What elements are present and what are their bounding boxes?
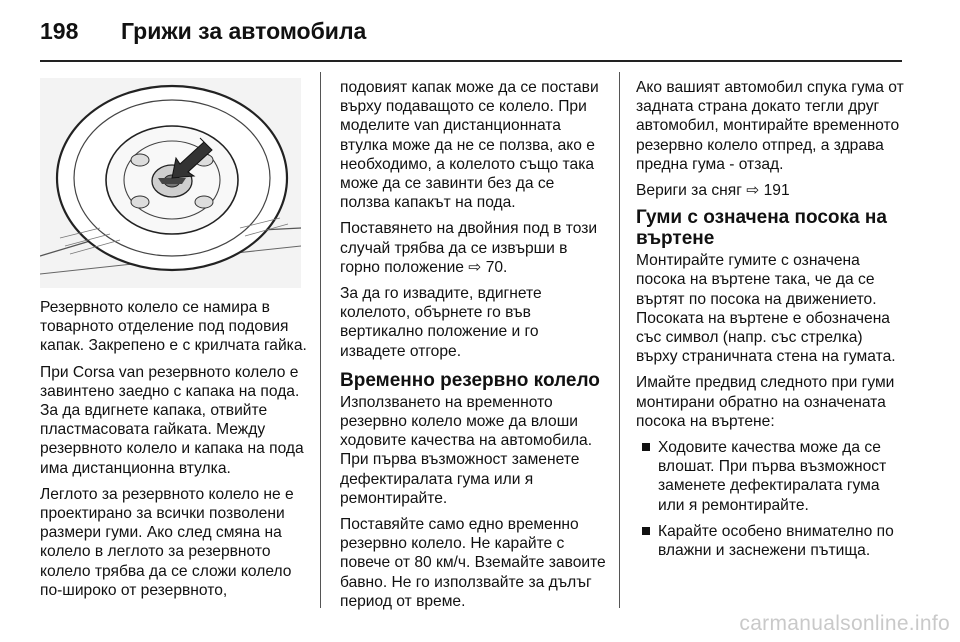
list-item	[636, 438, 906, 515]
paragraph-text: Поставянето на двойния под в този случай трябва да се извърши в горно положение	[340, 220, 598, 276]
text-column-3	[636, 78, 906, 567]
paragraph: подовият капак може да се постави върху подаващото се колело. При моделите van дистанционната втулка може да не се ползва, ако е необходимо, а колелото също така може да се завинти без да се ползва капакът на пода.	[340, 79, 599, 212]
page-number: 198	[40, 18, 79, 44]
bullet-icon	[642, 443, 650, 451]
paragraph: Леглото за резервното колело не е проектирано за всички позволени размери гуми. Ако след смяна на колело в леглото за резервното колело трябва да се сложи колело по-широко от резервното,	[40, 485, 294, 599]
bullet-list	[636, 438, 906, 560]
section-heading: Временно резервно колело	[340, 369, 600, 391]
paragraph-text: Вериги за сняг	[636, 182, 747, 200]
bullet-icon	[642, 527, 650, 535]
text-column-2	[340, 78, 608, 618]
page-reference[interactable]: 191	[763, 182, 790, 200]
header-rule	[40, 60, 902, 62]
list-item	[636, 522, 906, 560]
paragraph: Резервното колело се намира в товарното отделение под подовия капак. Закрепено е с крилчата гайка.	[40, 299, 307, 355]
paragraph: Имайте предвид следното при гуми монтирани обратно на означената посока на въртене:	[636, 374, 895, 430]
section-heading: Гуми с означена посока на въртене	[636, 207, 887, 250]
paragraph: При Corsa van резервното колело е завинтено заедно с капака на пода. За да вдигнете капака, отвийте пластмасовата гайката. Между резервното колело и капака на пода има дистанционна втулка.	[40, 363, 304, 477]
paragraph: Ако вашият автомобил спука гума от задната страна докато тегли друг автомобил, монтирайте временното резервно колело отпред, а здрава предна гума - отзад.	[636, 79, 904, 173]
paragraph: За да го извадите, вдигнете колелото, обърнете го във вертикално положение и го извадете отгоре.	[340, 285, 542, 360]
watermark: carmanualsonline.info	[739, 612, 950, 635]
spare-wheel-illustration	[40, 78, 301, 288]
text-column-1	[40, 298, 308, 607]
paragraph: Използването на временното резервно колело може да влоши ходовите качества на автомобила. При първа възможност заменете дефектиралата гума или я ремонтирайте.	[340, 393, 593, 507]
page-title: Грижи за автомобила	[121, 18, 367, 44]
page-reference-icon: ⇨	[468, 258, 486, 276]
paragraph	[636, 181, 906, 200]
list-item-text: Карайте особено внимателно по влажни и заснежени пътища.	[658, 522, 894, 560]
paragraph	[340, 219, 608, 277]
paragraph: Поставяйте само едно временно резервно колело. Не карайте с повече от 80 км/ч. Вземайте завоите бавно. Не го използвайте за дълъг период от време.	[340, 516, 606, 610]
list-item-text: Ходовите качества може да се влошат. При първа възможност заменете дефектиралата гума или я ремонтирайте.	[658, 439, 887, 514]
column-divider	[320, 72, 321, 608]
page-reference[interactable]: 70.	[485, 258, 508, 276]
page-reference-icon: ⇨	[746, 182, 764, 200]
column-divider	[619, 72, 620, 608]
spare-wheel-icon	[40, 78, 301, 288]
page-header	[40, 18, 366, 48]
paragraph: Монтирайте гумите с означена посока на въртене така, че да се въртят по посока на движението. Посоката на въртене е обозначена със символ (напр. със стрелка) върху страничната стена на гумата.	[636, 252, 896, 366]
